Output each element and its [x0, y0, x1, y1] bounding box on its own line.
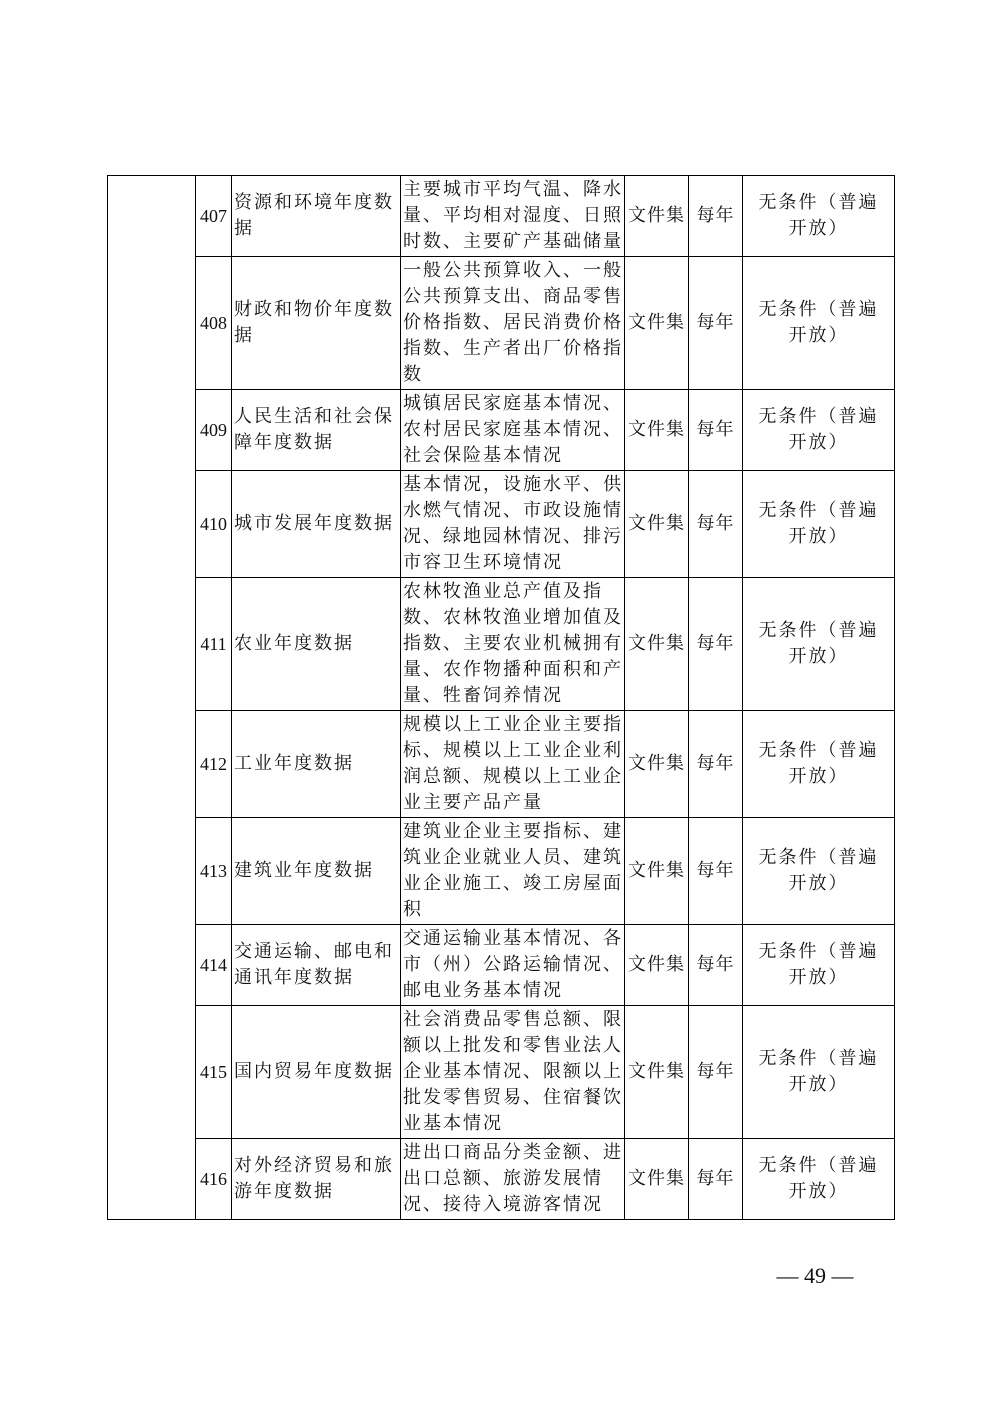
format-cell: 文件集: [625, 578, 689, 711]
format-cell: 文件集: [625, 390, 689, 471]
data-name-cell: 工业年度数据: [232, 711, 401, 818]
data-name-cell: 财政和物价年度数据: [232, 257, 401, 390]
data-name-cell: 建筑业年度数据: [232, 818, 401, 925]
data-content-cell: 社会消费品零售总额、限额以上批发和零售业法人企业基本情况、限额以上批发零售贸易、住宿餐饮业基本情况: [401, 1006, 625, 1139]
row-number: 411: [196, 578, 232, 711]
open-type-cell: 无条件（普遍开放）: [743, 257, 895, 390]
open-type-cell: 无条件（普遍开放）: [743, 711, 895, 818]
frequency-cell: 每年: [689, 471, 743, 578]
frequency-cell: 每年: [689, 1139, 743, 1220]
format-cell: 文件集: [625, 925, 689, 1006]
open-type-cell: 无条件（普遍开放）: [743, 1006, 895, 1139]
merged-category-cell: [108, 176, 196, 1220]
row-number: 410: [196, 471, 232, 578]
open-type-cell: 无条件（普遍开放）: [743, 390, 895, 471]
data-name-cell: 人民生活和社会保障年度数据: [232, 390, 401, 471]
row-number: 408: [196, 257, 232, 390]
data-content-cell: 进出口商品分类金额、进出口总额、旅游发展情况、接待入境游客情况: [401, 1139, 625, 1220]
frequency-cell: 每年: [689, 711, 743, 818]
open-type-cell: 无条件（普遍开放）: [743, 818, 895, 925]
data-content-cell: 农林牧渔业总产值及指数、农林牧渔业增加值及指数、主要农业机械拥有量、农作物播种面积和产量、牲畜饲养情况: [401, 578, 625, 711]
format-cell: 文件集: [625, 176, 689, 257]
row-number: 407: [196, 176, 232, 257]
data-content-cell: 一般公共预算收入、一般公共预算支出、商品零售价格指数、居民消费价格指数、生产者出厂价格指数: [401, 257, 625, 390]
data-content-cell: 规模以上工业企业主要指标、规模以上工业企业利润总额、规模以上工业企业主要产品产量: [401, 711, 625, 818]
row-number: 415: [196, 1006, 232, 1139]
table-row: [108, 818, 895, 925]
data-content-cell: 交通运输业基本情况、各市（州）公路运输情况、邮电业务基本情况: [401, 925, 625, 1006]
format-cell: 文件集: [625, 257, 689, 390]
table-row: [108, 1139, 895, 1220]
table-row: [108, 925, 895, 1006]
format-cell: 文件集: [625, 1006, 689, 1139]
open-type-cell: 无条件（普遍开放）: [743, 471, 895, 578]
row-number: 412: [196, 711, 232, 818]
table-row: [108, 390, 895, 471]
frequency-cell: 每年: [689, 176, 743, 257]
data-content-cell: 主要城市平均气温、降水量、平均相对湿度、日照时数、主要矿产基础储量: [401, 176, 625, 257]
format-cell: 文件集: [625, 818, 689, 925]
table-row: [108, 578, 895, 711]
open-type-cell: 无条件（普遍开放）: [743, 925, 895, 1006]
format-cell: 文件集: [625, 471, 689, 578]
frequency-cell: 每年: [689, 390, 743, 471]
table-row: [108, 1006, 895, 1139]
data-content-cell: 城镇居民家庭基本情况、农村居民家庭基本情况、社会保险基本情况: [401, 390, 625, 471]
data-catalog-table: [107, 175, 895, 1220]
data-name-cell: 国内贸易年度数据: [232, 1006, 401, 1139]
data-name-cell: 城市发展年度数据: [232, 471, 401, 578]
data-name-cell: 农业年度数据: [232, 578, 401, 711]
row-number: 413: [196, 818, 232, 925]
page-number: — 49 —: [776, 1263, 854, 1288]
row-number: 416: [196, 1139, 232, 1220]
frequency-cell: 每年: [689, 578, 743, 711]
data-name-cell: 资源和环境年度数据: [232, 176, 401, 257]
data-name-cell: 交通运输、邮电和通讯年度数据: [232, 925, 401, 1006]
format-cell: 文件集: [625, 1139, 689, 1220]
frequency-cell: 每年: [689, 1006, 743, 1139]
table-row: [108, 176, 895, 257]
open-type-cell: 无条件（普遍开放）: [743, 578, 895, 711]
row-number: 414: [196, 925, 232, 1006]
data-content-cell: 建筑业企业主要指标、建筑业企业就业人员、建筑业企业施工、竣工房屋面积: [401, 818, 625, 925]
open-type-cell: 无条件（普遍开放）: [743, 176, 895, 257]
frequency-cell: 每年: [689, 925, 743, 1006]
data-content-cell: 基本情况，设施水平、供水燃气情况、市政设施情况、绿地园林情况、排污市容卫生环境情况: [401, 471, 625, 578]
table-row: [108, 711, 895, 818]
table-row: [108, 471, 895, 578]
open-type-cell: 无条件（普遍开放）: [743, 1139, 895, 1220]
format-cell: 文件集: [625, 711, 689, 818]
table-row: [108, 257, 895, 390]
frequency-cell: 每年: [689, 818, 743, 925]
row-number: 409: [196, 390, 232, 471]
data-name-cell: 对外经济贸易和旅游年度数据: [232, 1139, 401, 1220]
frequency-cell: 每年: [689, 257, 743, 390]
table-body: [108, 176, 895, 1220]
